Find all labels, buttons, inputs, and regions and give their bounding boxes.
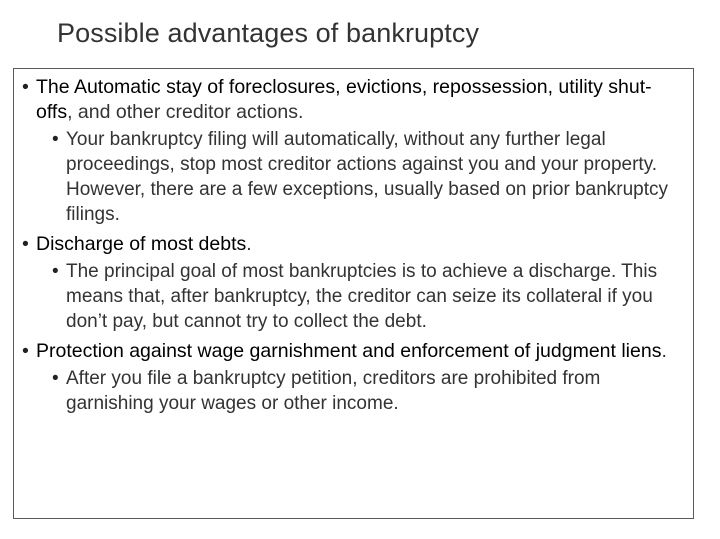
- bullet-automatic-stay: [20, 75, 685, 227]
- bullet-wage-protection: [20, 339, 685, 416]
- sub-bullet-discharge: [36, 259, 685, 334]
- sub-bullet-dot-icon: •: [52, 368, 59, 389]
- slide-title: Possible advantages of bankruptcy: [57, 18, 480, 48]
- bullet-dot-icon: •: [22, 233, 29, 255]
- sub-bullet-dot-icon: •: [52, 129, 59, 150]
- bullet-rest-text: , and other creditor actions.: [67, 101, 304, 123]
- bullet-lead-text: Discharge of most debts: [36, 233, 247, 255]
- bullet-discharge: [20, 232, 685, 334]
- sub-bullet-automatic-stay: [36, 127, 685, 227]
- sub-bullet-dot-icon: •: [52, 261, 59, 282]
- sub-bullet-text: The principal goal of most bankruptcies is to achieve a discharge. This means that, after bankruptcy, the creditor can seize its collateral if you don’t pay, but cannot try to collect the debt.: [66, 261, 658, 332]
- content-box: [13, 68, 694, 519]
- bullet-rest-text: .: [246, 233, 252, 255]
- sub-bullet-text: After you file a bankruptcy petition, creditors are prohibited from garnishing your wages or other income.: [66, 368, 601, 414]
- sub-bullet-wage-protection: [36, 366, 685, 416]
- bullet-list: [20, 75, 685, 416]
- bullet-lead-text: Protection against wage garnishment and enforcement of judgment liens: [36, 340, 662, 362]
- bullet-dot-icon: •: [22, 76, 29, 98]
- sub-bullet-text: Your bankruptcy filing will automatically, without any further legal proceedings, stop most creditor actions against you and your property. However, there are a few exceptions, usually based on prior bankruptcy filings.: [66, 129, 668, 225]
- bullet-dot-icon: •: [22, 340, 29, 362]
- bullet-rest-text: .: [661, 340, 667, 362]
- bullet-lead-text: The Automatic stay of foreclosures, evictions, repossession, utility shut-offs: [36, 76, 652, 123]
